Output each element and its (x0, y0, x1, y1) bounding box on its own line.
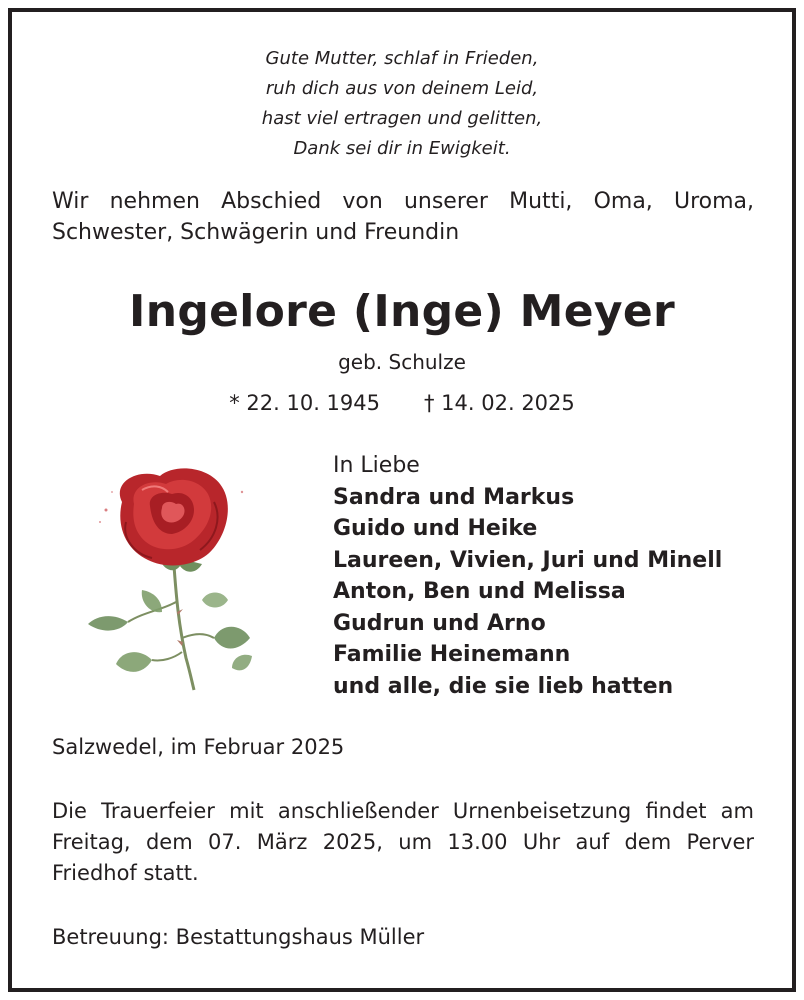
poem-line: hast viel ertragen und gelitten, (261, 108, 543, 129)
life-dates (0, 388, 804, 418)
poem (0, 44, 804, 164)
maiden-name: geb. Schulze (338, 350, 466, 374)
rose-icon (82, 462, 262, 694)
mourner-name: und alle, die sie lieb hatten (333, 673, 674, 699)
mourner-name: Gudrun und Arno (333, 610, 546, 636)
birth-date: * 22. 10. 1945 (229, 391, 380, 415)
ceremony-info: Die Trauerfeier mit anschließender Urnenbeisetzung findet am Freitag, dem 07. März 2025, um 13.00 Uhr auf dem Perver Friedhof statt. (52, 799, 754, 885)
place-date: Salzwedel, im Februar 2025 (52, 735, 345, 759)
mourner-name: Guido und Heike (333, 516, 538, 541)
poem-line: Dank sei dir in Ewigkeit. (293, 138, 511, 159)
deceased-name: Ingelore (Inge) Meyer (129, 286, 675, 337)
mourners-lead: In Liebe (333, 453, 420, 478)
death-date: † 14. 02. 2025 (424, 391, 575, 415)
funeral-home: Betreuung: Bestattungshaus Müller (52, 925, 425, 949)
mourner-name: Anton, Ben und Melissa (333, 579, 626, 604)
farewell-intro: Wir nehmen Abschied von unserer Mutti, Oma, Uroma, Schwester, Schwägerin und Freundin (52, 189, 754, 245)
mourner-name: Sandra und Markus (333, 484, 575, 510)
mourner-name: Familie Heinemann (333, 642, 571, 667)
poem-line: Gute Mutter, schlaf in Frieden, (265, 48, 539, 69)
mourner-name: Laureen, Vivien, Juri und Minell (333, 547, 723, 573)
poem-line: ruh dich aus von deinem Leid, (265, 78, 539, 99)
mourners-list (333, 450, 773, 702)
